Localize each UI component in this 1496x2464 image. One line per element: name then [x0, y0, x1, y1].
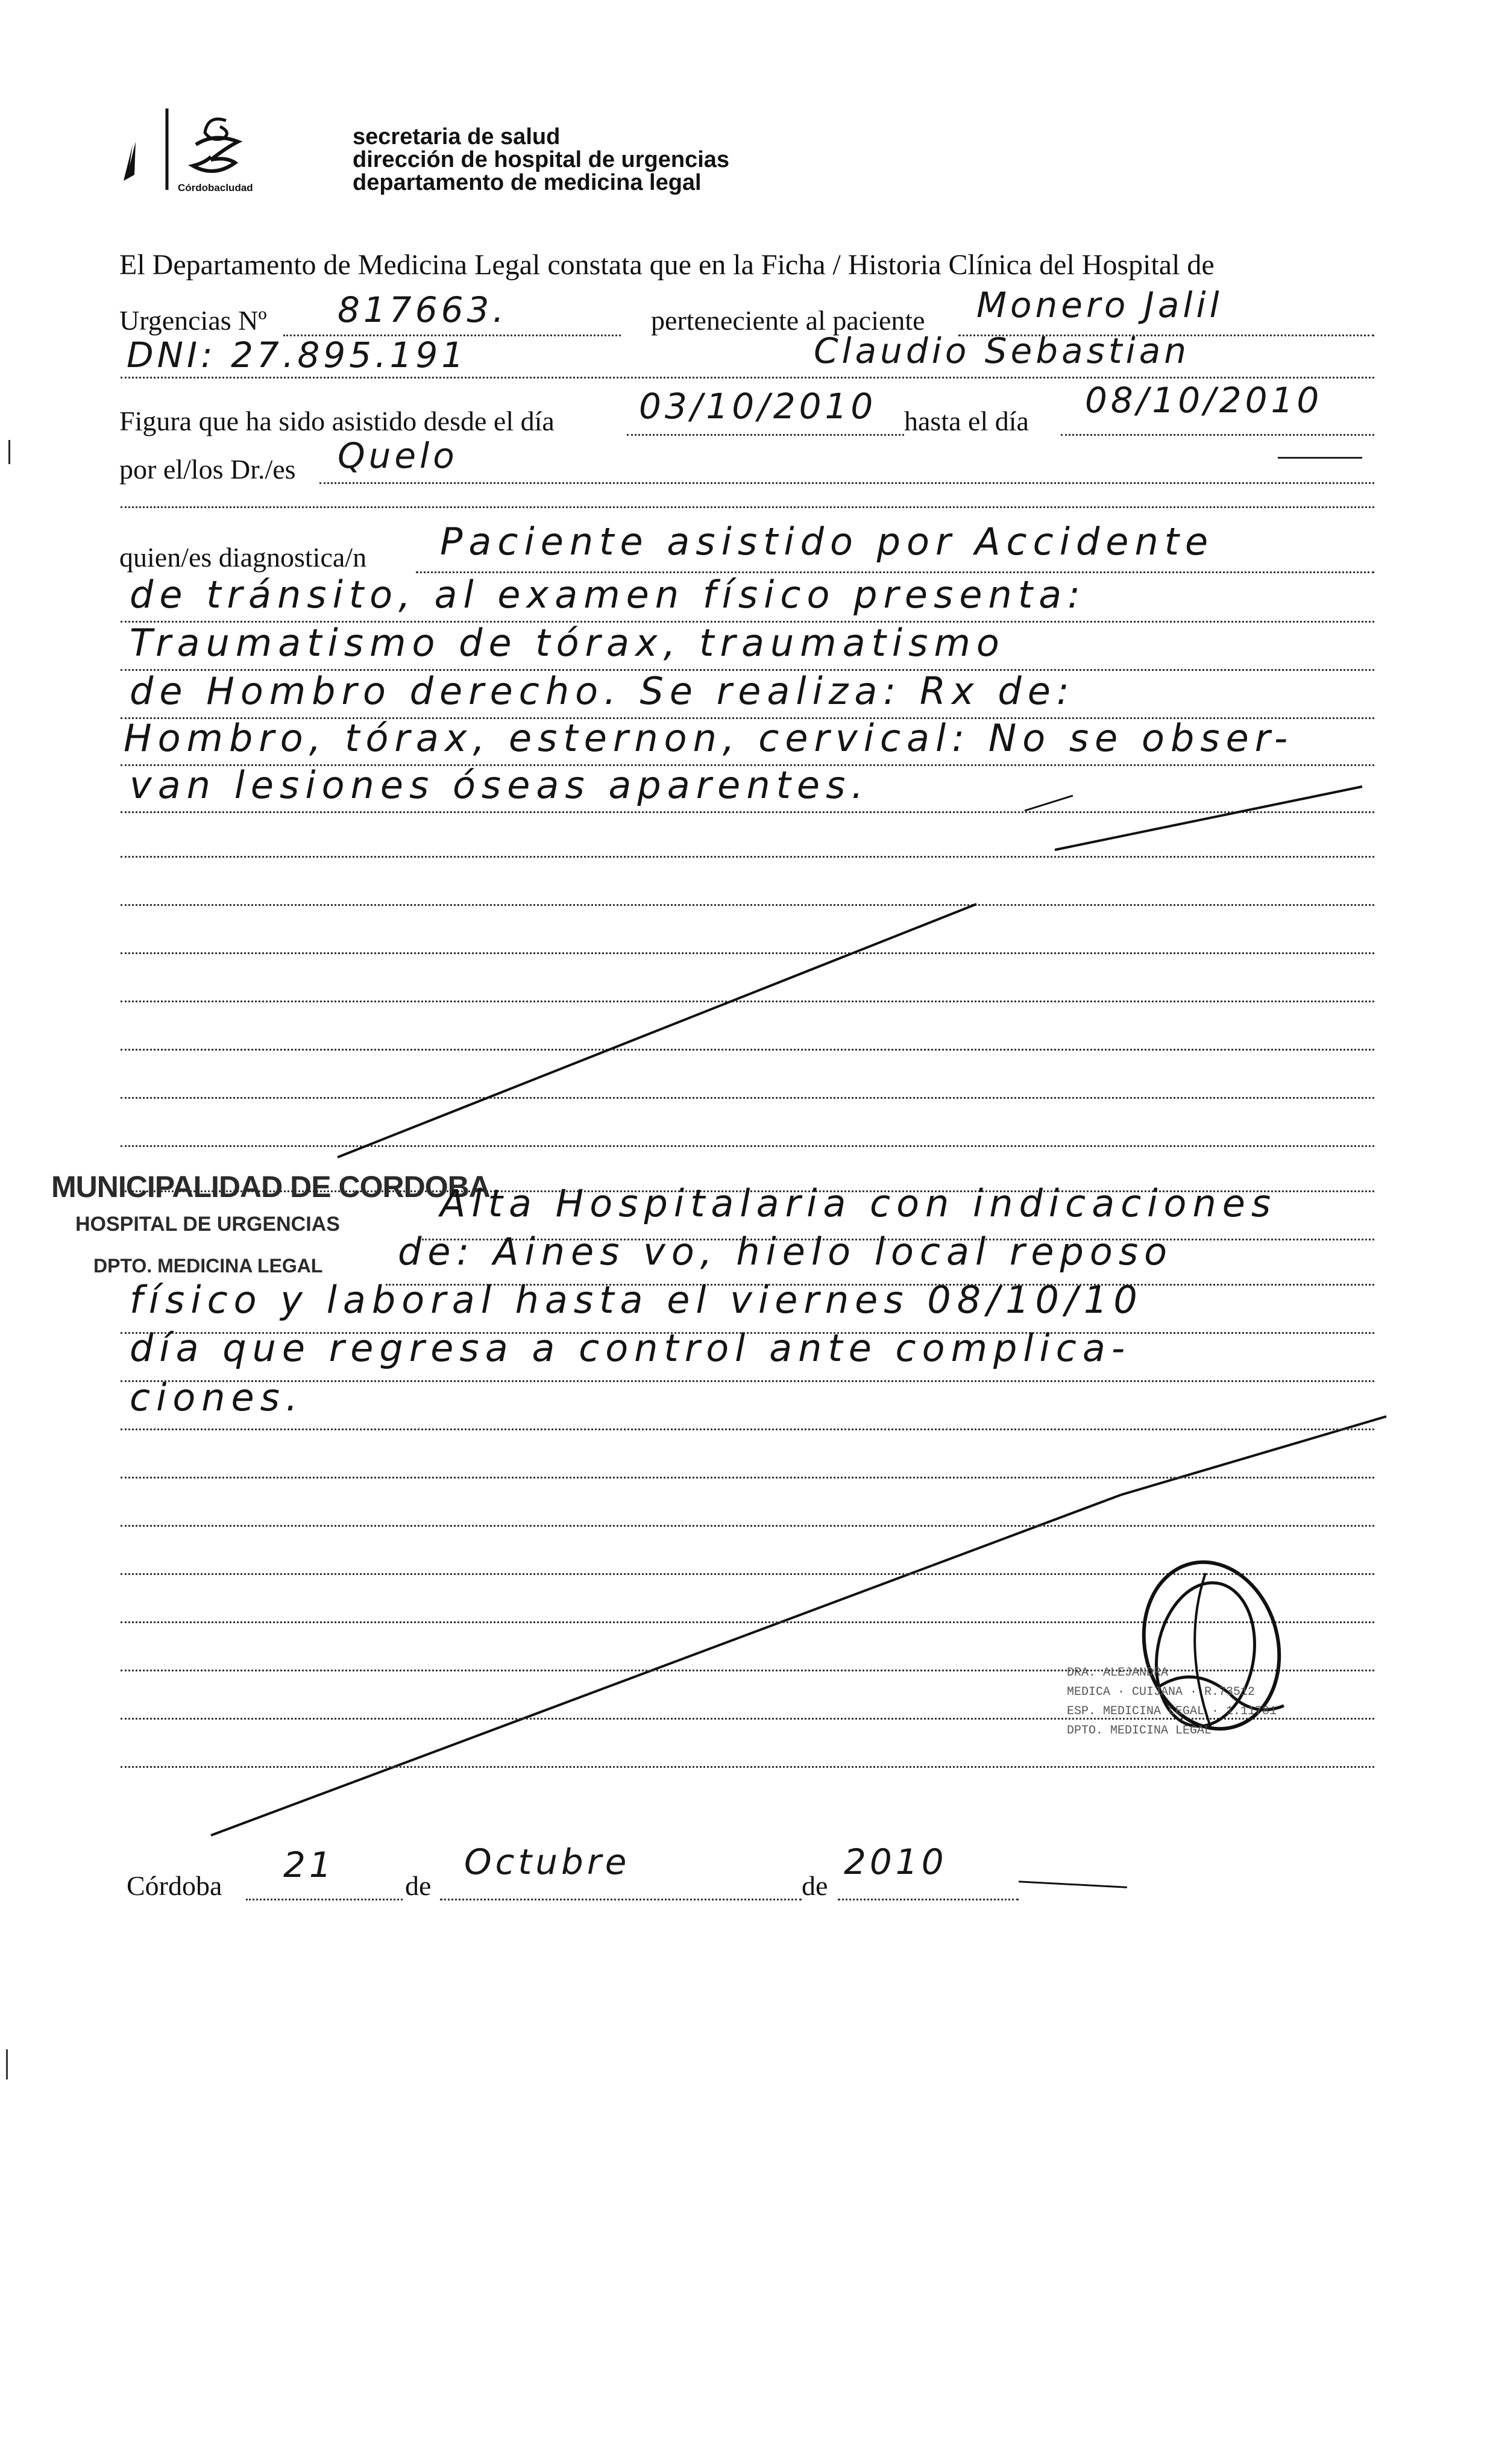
dis-rule-4 [121, 1380, 1374, 1382]
stamp-medicina: DPTO. MEDICINA LEGAL [93, 1255, 323, 1277]
signature-stamp [1067, 1664, 1277, 1741]
signature-stamp-line-3: ESP. MEDICINA LEGAL · 1.11781 [1067, 1705, 1277, 1718]
discharge-line-4: día que regresa a control ante complica- [130, 1326, 1131, 1370]
stamp-municipalidad: MUNICIPALIDAD DE CORDOBA [51, 1170, 490, 1204]
perteneciente-label: perteneciente al paciente [651, 305, 925, 336]
intro-text: El Departamento de Medicina Legal constata que en la Ficha / Historia Clínica del Hospital de [119, 249, 1215, 281]
diagnosis-line-5: Hombro, tórax, esternon, cervical: No se obser- [124, 716, 1294, 760]
footer-de-label-1: de [405, 1870, 432, 1901]
scan-edge-mark-bottom [6, 2049, 8, 2079]
figura-label: Figura que ha sido asistido desde el día [119, 406, 555, 436]
signature-stamp-line-2: MEDICA · CUIJANA · R.73512 [1067, 1685, 1256, 1699]
hasta-label: hasta el día [904, 406, 1029, 436]
discharge-line-5: ciones. [130, 1375, 304, 1419]
footer-year-rule [838, 1899, 1019, 1900]
footer-month-rule [440, 1899, 802, 1900]
footer-day-value: 21 [283, 1844, 335, 1885]
diagnosis-line-1: Paciente asistido por Accidente [440, 520, 1215, 564]
scan-edge-mark-left [8, 440, 10, 464]
diagnosis-line-6: van lesiones óseas aparentes. [130, 763, 870, 807]
signature-stamp-line-1: DRA. ALEJANDRA [1067, 1666, 1169, 1680]
dni-value: DNI: 27.895.191 [127, 335, 468, 376]
doctor-value: Quelo [338, 435, 458, 476]
diagnosis-line-2: de tránsito, al examen físico presenta: [130, 573, 1087, 617]
urgencias-value: 817663. [338, 289, 508, 330]
stamp-hospital: HOSPITAL DE URGENCIAS [75, 1213, 340, 1236]
diagnostica-label: quien/es diagnostica/n [119, 542, 367, 573]
discharge-line-2: de: Aines vo, hielo local reposo [398, 1230, 1174, 1274]
blank-rule-11 [121, 1525, 1374, 1527]
patient-surname: Monero Jalil [976, 284, 1223, 325]
hasta-value: 08/10/2010 [1085, 380, 1323, 421]
footer-month-value: Octubre [464, 1841, 630, 1882]
diagnosis-line-4: de Hombro derecho. Se realiza: Rx de: [130, 669, 1075, 713]
diagnosis-line-3: Traumatismo de tórax, traumatismo [130, 621, 1005, 665]
footer-city-label: Córdoba [127, 1870, 222, 1901]
dis-rule-5 [121, 1428, 1374, 1430]
logo-caption: Córdobacludad [178, 182, 253, 193]
discharge-line-3: físico y laboral hasta el viernes 08/10/10 [130, 1278, 1143, 1322]
discharge-line-1: Alta Hospitalaria con indicaciones [440, 1181, 1277, 1225]
urgencias-label: Urgencias Nº [119, 305, 267, 336]
footer-year-value: 2010 [844, 1841, 948, 1882]
header-line-direccion: dirección de hospital de urgencias [353, 147, 730, 172]
signature-stamp-line-4: DPTO. MEDICINA LEGAL [1067, 1724, 1212, 1738]
desde-value: 03/10/2010 [639, 386, 877, 427]
por-label: por el/los Dr./es [119, 454, 296, 485]
footer-day-rule [246, 1899, 403, 1900]
patient-name: Claudio Sebastian [814, 330, 1190, 371]
blank-rule-10 [121, 1477, 1374, 1479]
header-line-departamento: departamento de medicina legal [353, 170, 702, 195]
footer-de-label-2: de [802, 1870, 828, 1901]
header-line-secretaria: secretaria de salud [353, 124, 561, 149]
